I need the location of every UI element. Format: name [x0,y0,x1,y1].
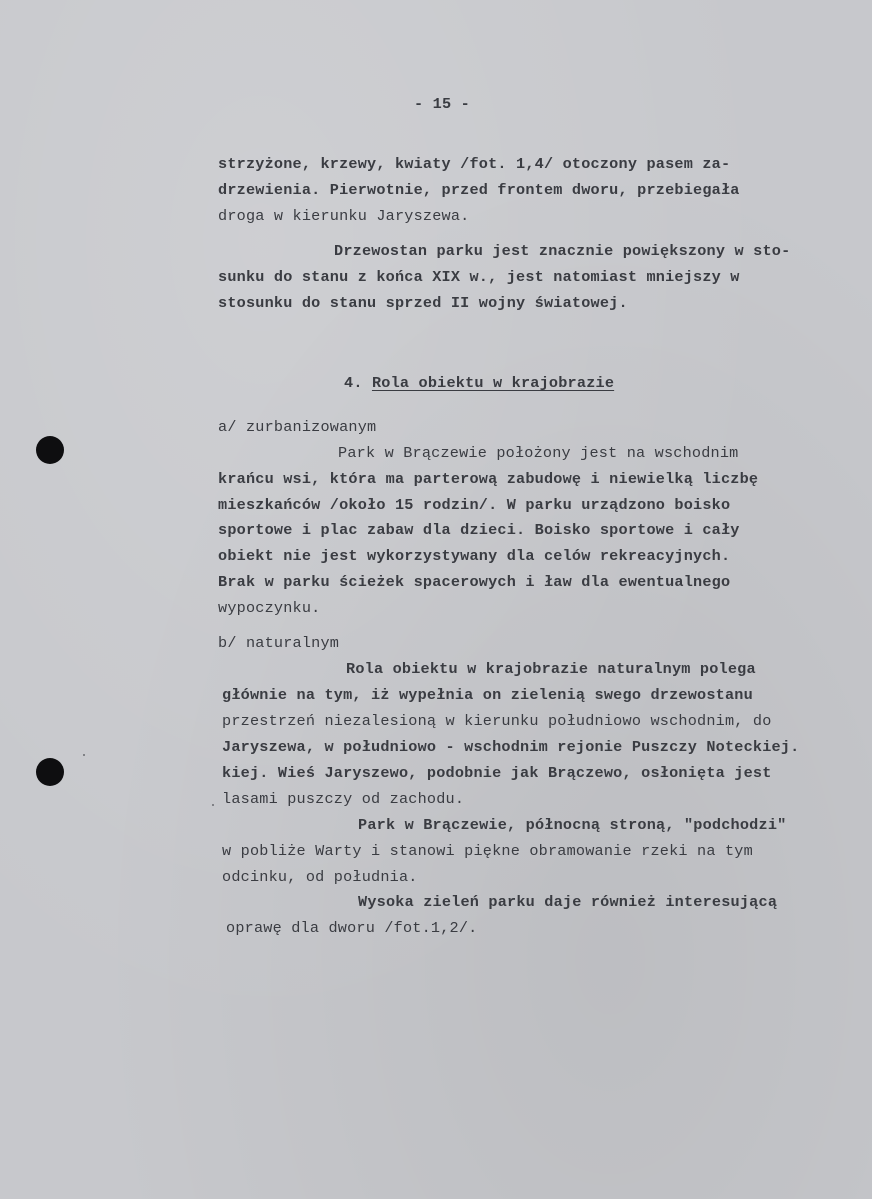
section-title: Rola obiektu w krajobrazie [371,374,615,392]
stand-line-3: stosunku do stanu sprzed II wojny światowej. [218,294,628,312]
punch-hole-top [36,436,64,464]
subsection-a-line-7: wypoczynku. [218,599,321,617]
subsection-b-line-5: kiej. Wieś Jaryszewo, podobnie jak Brączewo, osłonięta jest [222,764,772,782]
subsection-a-line-5: obiekt nie jest wykorzystywany dla celów rekreacyjnych. [218,547,731,565]
subsection-a-line-2: krańcu wsi, która ma parterową zabudowę i niewielką liczbę [218,470,759,488]
subsection-b-line-1: Rola obiektu w krajobrazie naturalnym polega [346,660,756,678]
paper-speck [212,804,214,806]
subsection-b-line-6: lasami puszczy od zachodu. [222,790,465,808]
subsection-b-line-11: oprawę dla dworu /fot.1,2/. [226,919,478,937]
subsection-b-line-9: odcinku, od południa. [222,868,418,886]
subsection-b-line-2: głównie na tym, iż wypełnia on zielenią swego drzewostanu [222,686,753,704]
stand-line-1: Drzewostan parku jest znacznie powiększony w sto- [334,242,791,260]
subsection-b-line-4: Jaryszewa, w południowo - wschodnim rejonie Puszczy Noteckiej. [222,738,800,756]
punch-hole-bottom [36,758,64,786]
intro-line-1: strzyżone, krzewy, kwiaty /fot. 1,4/ otoczony pasem za- [218,155,731,173]
subsection-a-heading: a/ zurbanizowanym [218,418,377,436]
stand-line-2: sunku do stanu z końca XIX w., jest natomiast mniejszy w [218,268,740,286]
subsection-b-line-7: Park w Brączewie, północną stroną, "podchodzi" [358,816,787,834]
paper-speck [83,754,85,756]
subsection-b-line-8: w pobliże Warty i stanowi piękne obramowanie rzeki na tym [222,842,753,860]
subsection-a-line-1: Park w Brączewie położony jest na wschodnim [338,444,739,462]
page-number: - 15 - [414,95,470,113]
subsection-a-line-3: mieszkańców /około 15 rodzin/. W parku urządzono boisko [218,496,731,514]
intro-line-2: drzewienia. Pierwotnie, przed frontem dworu, przebiegała [218,181,740,199]
subsection-a-line-6: Brak w parku ścieżek spacerowych i ław dla ewentualnego [218,573,731,591]
section-heading [344,374,614,392]
subsection-b-heading: b/ naturalnym [218,634,340,652]
section-number: 4. [344,374,363,392]
subsection-b-line-10: Wysoka zieleń parku daje również interesującą [358,893,778,911]
subsection-a-line-4: sportowe i plac zabaw dla dzieci. Boisko sportowe i cały [218,521,740,539]
subsection-b-line-3: przestrzeń niezalesioną w kierunku południowo wschodnim, do [222,712,772,730]
intro-line-3: droga w kierunku Jaryszewa. [218,207,470,225]
